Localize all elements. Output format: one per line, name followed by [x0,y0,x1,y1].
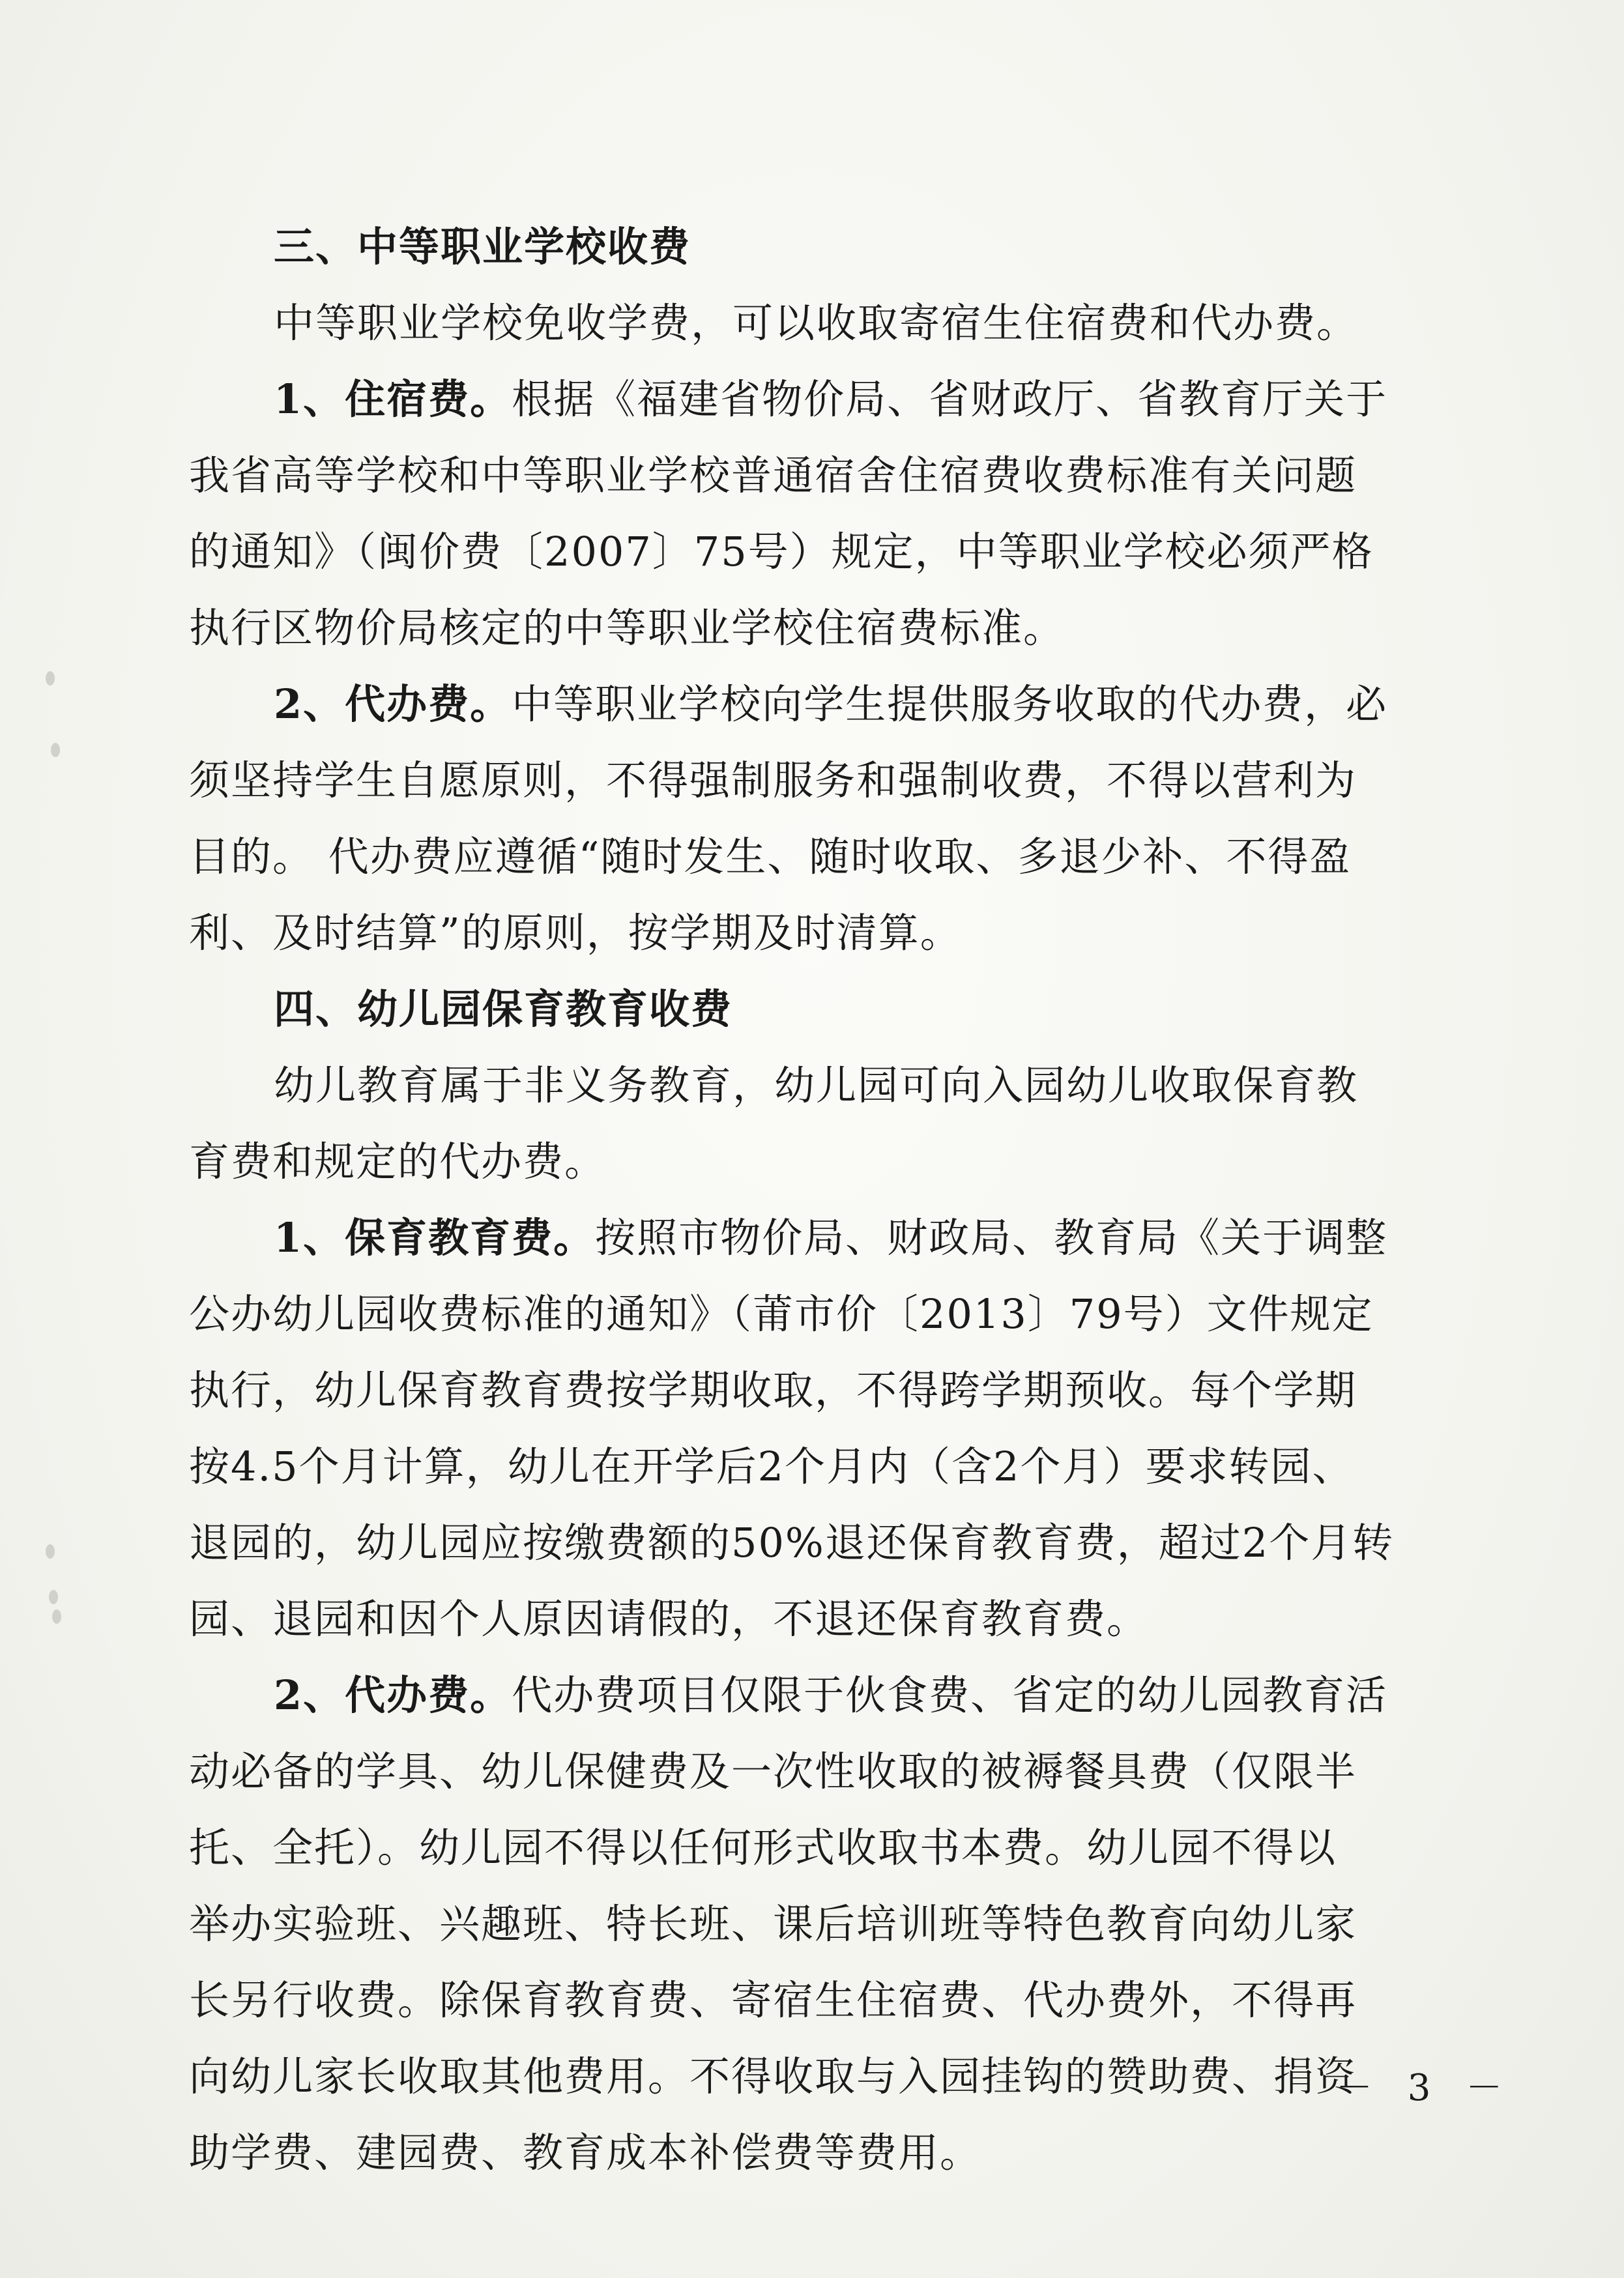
paragraph-line [189,1657,1440,1733]
item-text: 中等职业学校向学生提供服务收取的代办费，必 [512,680,1388,728]
paragraph-line: 育费和规定的代办费。 [189,1138,607,1185]
paragraph-line: 长另行收费。除保育教育费、寄宿生住宿费、代办费外，不得再 [189,1976,1357,2024]
paragraph-line: 动必备的学具、幼儿保健费及一次性收取的被褥餐具费（仅限半 [189,1748,1357,1795]
item-label: 2、代办费。 [274,680,512,728]
paragraph-line: 中等职业学校免收学费，可以收取寄宿生住宿费和代办费。 [274,299,1359,347]
paragraph-line [189,1200,1440,1276]
item-label: 1、保育教育费。 [274,1214,596,1262]
paragraph-line: 利、及时结算”的原则，按学期及时清算。 [189,909,962,957]
paragraph-line: 执行，幼儿保育教育费按学期收取，不得跨学期预收。每个学期 [189,1366,1357,1414]
paragraph-line: 园、退园和因个人原因请假的，不退还保育教育费。 [189,1595,1149,1643]
item-label: 1、住宿费。 [274,375,512,423]
document-body [189,209,1440,2191]
paragraph-line [189,666,1440,742]
paragraph-line: 目的。 代办费应遵循“随时发生、随时收取、多退少补、不得盈 [189,833,1352,880]
paragraph-line: 举办实验班、兴趣班、特长班、课后培训班等特色教育向幼儿家 [189,1900,1357,1948]
paragraph-line [189,361,1440,437]
paragraph-line: 执行区物价局核定的中等职业学校住宿费标准。 [189,604,1066,652]
paragraph-line: 向幼儿家长收取其他费用。不得收取与入园挂钩的赞助费、捐资 [189,2053,1357,2100]
paragraph-line: 的通知》（闽价费〔2007〕75号）规定，中等职业学校必须严格 [189,528,1374,575]
paragraph-line: 助学费、建园费、教育成本补偿费等费用。 [189,2129,982,2176]
item-text: 代办费项目仅限于伙食费、省定的幼儿园教育活 [512,1671,1388,1719]
paragraph-line: 须坚持学生自愿原则，不得强制服务和强制收费，不得以营利为 [189,757,1357,804]
section-heading: 三、中等职业学校收费 [274,223,691,270]
page-number: － 3 － [1336,2067,1515,2109]
paragraph-line: 按4.5个月计算，幼儿在开学后2个月内（含2个月）要求转园、 [189,1443,1354,1490]
paragraph-line: 托、全托）。幼儿园不得以任何形式收取书本费。幼儿园不得以 [189,1824,1337,1871]
item-label: 2、代办费。 [274,1671,512,1719]
paragraph-line: 我省高等学校和中等职业学校普通宿舍住宿费收费标准有关问题 [189,452,1357,499]
paragraph-line: 公办幼儿园收费标准的通知》（莆市价〔2013〕79号）文件规定 [189,1290,1374,1338]
paragraph-line: 幼儿教育属于非义务教育，幼儿园可向入园幼儿收取保育教 [274,1061,1359,1109]
section-heading: 四、幼儿园保育教育收费 [274,985,733,1033]
item-text: 根据《福建省物价局、省财政厅、省教育厅关于 [512,375,1388,423]
paragraph-line: 退园的，幼儿园应按缴费额的50%退还保育教育费，超过2个月转 [189,1519,1395,1566]
item-text: 按照市物价局、财政局、教育局《关于调整 [595,1214,1388,1262]
